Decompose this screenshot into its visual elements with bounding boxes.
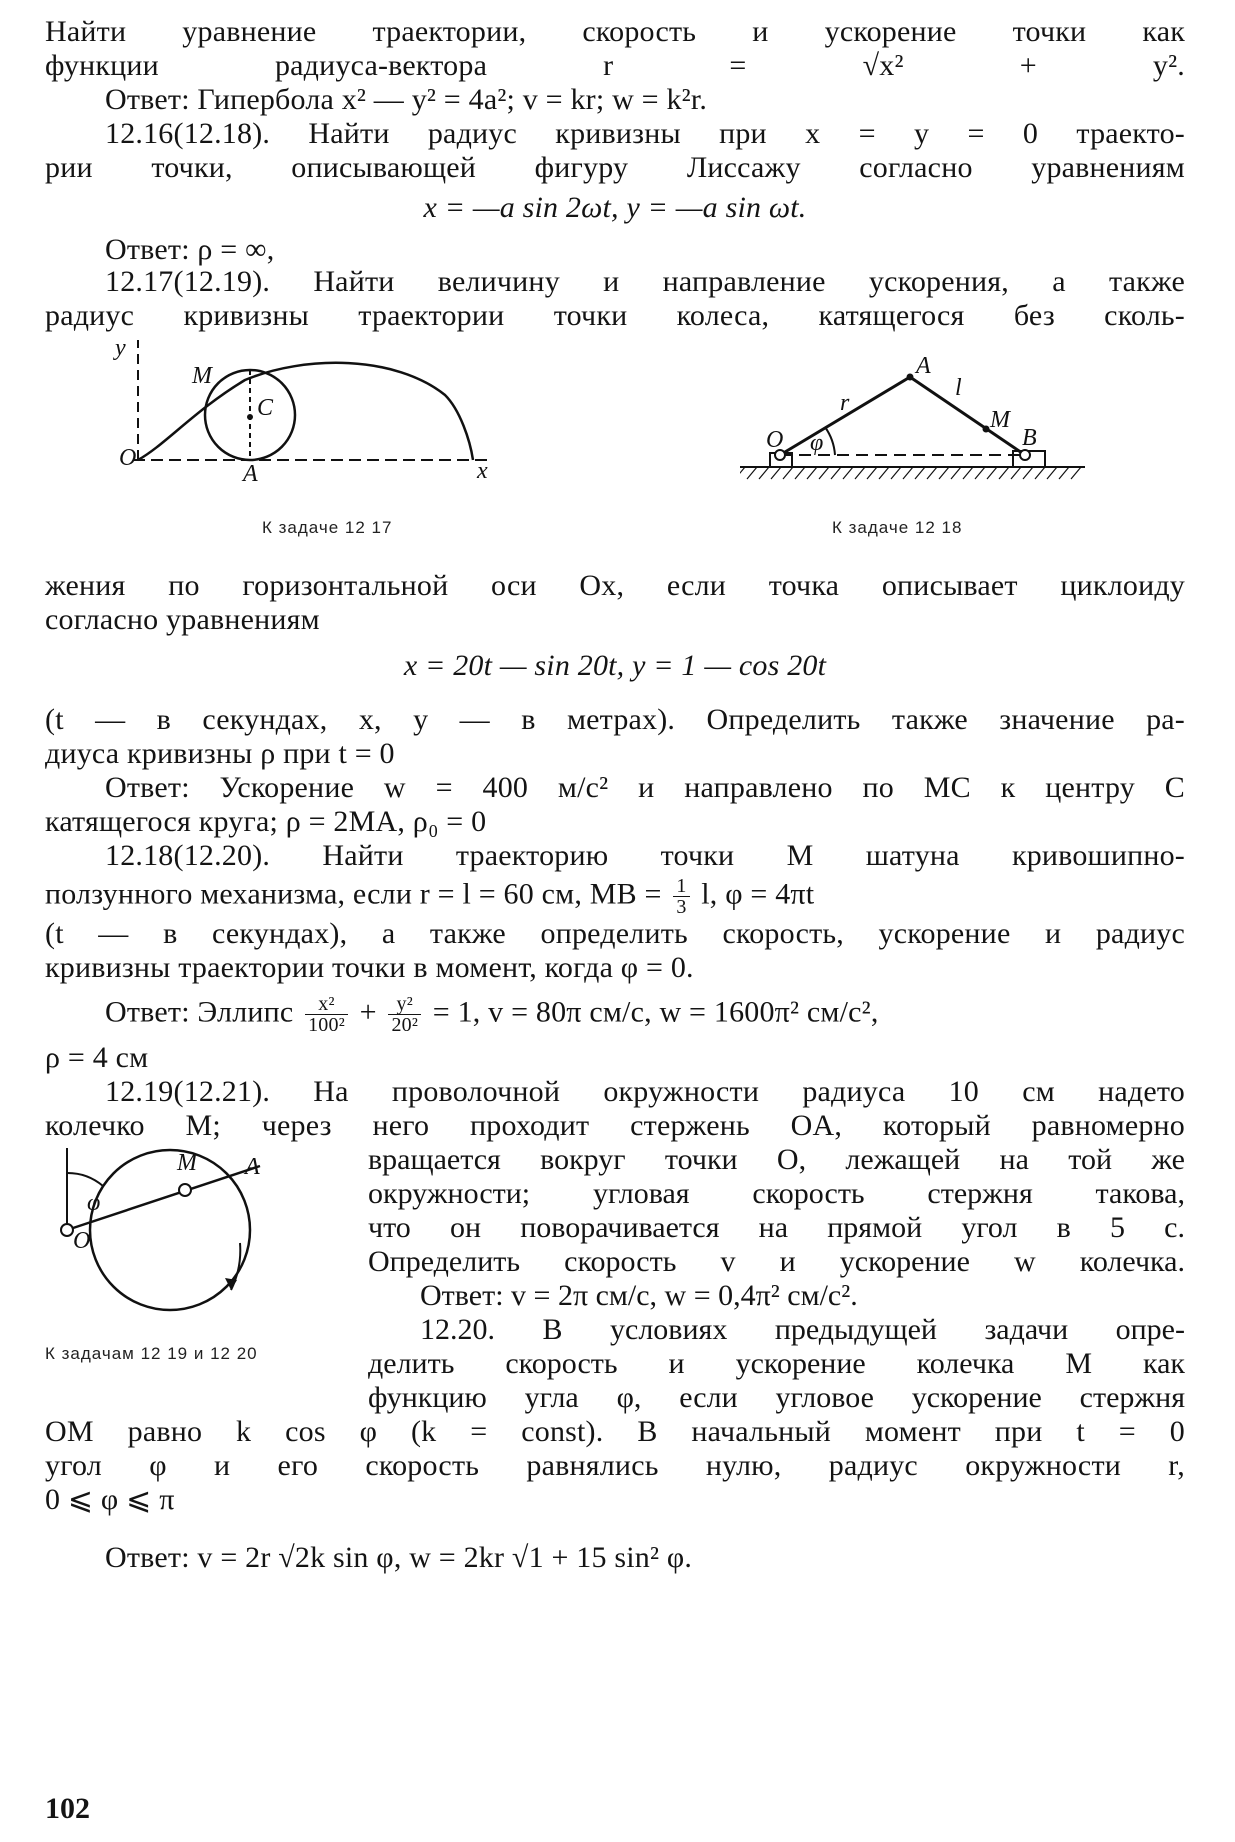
text-line-with-fraction <box>45 876 1185 917</box>
answer-ellipse-line <box>45 994 1185 1035</box>
text-line: катящегося круга; ρ = 2MA, ρ₀ = 0 <box>45 805 487 838</box>
text-line: (t — в секундах, x, y — в метрах). Определить также значение ра- <box>45 703 1185 736</box>
equation: x = —a sin 2ωt, y = —a sin ωt. <box>423 191 807 224</box>
problem-heading-12-18: 12.18(12.20). Найти траекторию точки M шатуна кривошипно- <box>105 839 1185 872</box>
text-segment: = 1, v = 80π см/с, w = 1600π² см/с², <box>432 995 879 1029</box>
answer-line: Ответ: v = 2π см/с, w = 0,4π² см/с². <box>420 1279 858 1312</box>
text-line: вращается вокруг точки O, лежащей на той же <box>368 1143 1185 1176</box>
text-segment: ползунного механизма, если r = l = 60 см, MB = <box>45 877 662 911</box>
label-A: A <box>245 1154 260 1180</box>
text-line: функции радиуса-вектора r = √x² + y². <box>45 49 1185 82</box>
center-point <box>247 414 253 420</box>
page-number: 102 <box>45 1792 90 1825</box>
text-line: жения по горизонтальной оси Ox, если точка описывает циклоиду <box>45 569 1185 602</box>
answer-line: Ответ: Гипербола x² — y² = 4a²; v = kr; w = k²r. <box>105 83 708 116</box>
label-O: O <box>766 427 784 453</box>
crank-OA <box>780 377 910 455</box>
label-phi: φ <box>810 430 824 456</box>
label-x: x <box>477 458 488 484</box>
fraction-1-3: $\frac{1}{3}$ <box>673 876 689 917</box>
wire-circle <box>90 1150 250 1310</box>
text-line: радиус кривизны траектории точки колеса, катящегося без сколь- <box>45 299 1185 332</box>
text-line: кривизны траектории точки в момент, когда φ = 0. <box>45 951 694 984</box>
label-C: C <box>257 395 274 421</box>
ring-M <box>179 1184 191 1196</box>
text-segment: l, φ = 4πt <box>701 877 815 911</box>
answer-line: Ответ: ρ = ∞, <box>105 233 275 266</box>
label-y: y <box>115 335 126 361</box>
text-segment: + <box>359 995 377 1029</box>
text-line: делить скорость и ускорение колечка M как <box>368 1347 1185 1380</box>
text-line: угол φ и его скорость равнялись нулю, радиус окружности r, <box>45 1449 1185 1482</box>
answer-line: Ответ: Ускорение w = 400 м/с² и направлено по MC к центру C <box>105 771 1185 804</box>
text-line: Найти уравнение траектории, скорость и ускорение точки как <box>45 15 1185 48</box>
label-B: B <box>1022 425 1037 451</box>
crank-slider-figure <box>740 355 1085 485</box>
text-line: ρ = 4 см <box>45 1041 149 1074</box>
text-line: 0 ⩽ φ ⩽ π <box>45 1483 175 1516</box>
text-line: OM равно k cos φ (k = const). В начальный момент при t = 0 <box>45 1415 1185 1448</box>
answer-line: Ответ: v = 2r √2k sin φ, w = 2kr √1 + 15 sin² φ. <box>105 1541 693 1574</box>
text-line: колечко M; через него проходит стержень OA, который равномерно <box>45 1109 1185 1142</box>
problem-heading-12-19: 12.19(12.21). На проволочной окружности радиуса 10 см надето <box>105 1075 1185 1108</box>
label-A: A <box>243 461 258 487</box>
equation: x = 20t — sin 20t, y = 1 — cos 20t <box>403 649 827 682</box>
text-segment: Ответ: Эллипс <box>105 995 294 1029</box>
text-line: рии точки, описывающей фигуру Лиссажу согласно уравнениям <box>45 151 1185 184</box>
pivot-O <box>61 1224 73 1236</box>
caption-12-18: К задаче 12 18 <box>832 518 963 537</box>
problem-heading-12-20: 12.20. В условиях предыдущей задачи опре- <box>420 1313 1185 1346</box>
label-l: l <box>955 375 962 401</box>
label-M: M <box>990 407 1010 433</box>
ring-rod-figure <box>45 1148 315 1333</box>
text-line: согласно уравнениям <box>45 603 320 636</box>
label-O: O <box>119 445 137 471</box>
problem-heading-12-16: 12.16(12.18). Найти радиус кривизны при x = y = 0 траекто- <box>105 117 1185 150</box>
label-M: M <box>177 1150 197 1176</box>
cycloid-curve <box>138 363 473 460</box>
fraction-y: $\frac{\text{y²}}{\text{20²}}$ <box>388 994 421 1035</box>
cycloid-figure <box>105 335 525 495</box>
label-M: M <box>192 363 212 389</box>
text-line: (t — в секундах), а также определить скорость, ускорение и радиус <box>45 917 1185 950</box>
caption-12-19-12-20: К задачам 12 19 и 12 20 <box>45 1344 258 1363</box>
text-line: окружности; угловая скорость стержня такова, <box>368 1177 1185 1210</box>
label-phi: φ <box>87 1190 101 1216</box>
label-O: O <box>73 1228 91 1254</box>
fraction-x: $\frac{\text{x²}}{\text{100²}}$ <box>305 994 348 1035</box>
text-line: диуса кривизны ρ при t = 0 <box>45 737 395 770</box>
text-line: функцию угла φ, если угловое ускорение стержня <box>368 1381 1185 1414</box>
label-r: r <box>840 390 850 416</box>
problem-heading-12-17: 12.17(12.19). Найти величину и направление ускорения, а также <box>105 265 1185 298</box>
text-line: Определить скорость v и ускорение w колечка. <box>368 1245 1185 1278</box>
caption-12-17: К задаче 12 17 <box>262 518 393 537</box>
label-A: A <box>916 355 931 379</box>
text-line: что он поворачивается на прямой угол в 5 с. <box>368 1211 1185 1244</box>
